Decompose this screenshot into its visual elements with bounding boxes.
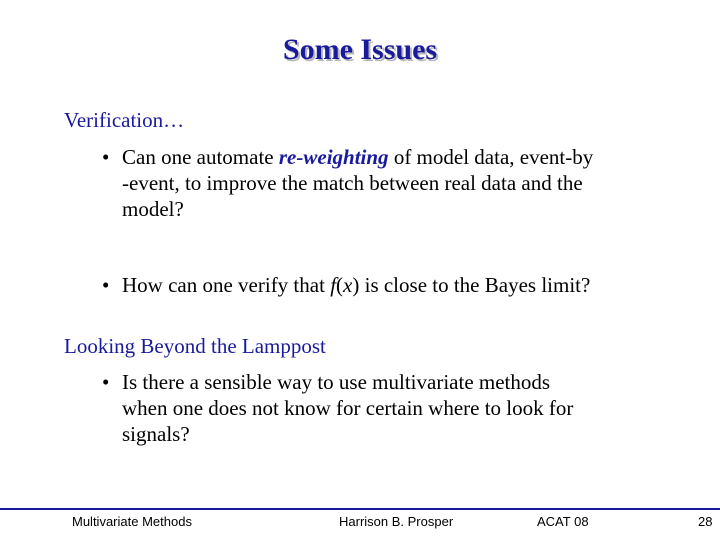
section-heading-lamppost: Looking Beyond the Lamppost [64, 334, 326, 358]
footer-rule [0, 508, 720, 510]
bullet-text: Is there a sensible way to use multivariate methods when one does not know for certain where to look for signals? [122, 370, 574, 446]
bullet-reweighting [102, 144, 682, 222]
bullet-icon: • [102, 273, 110, 297]
emphasis-reweighting: re-weighting [278, 145, 389, 169]
footer-page-number: 28 [698, 514, 713, 529]
bullet-text: How can one verify that f(x) is close to the Bayes limit? [122, 273, 591, 297]
section-heading-verification: Verification… [64, 108, 185, 132]
bullet-icon: • [102, 145, 110, 169]
footer-course-title: Multivariate Methods [72, 514, 192, 529]
footer-conference: ACAT 08 [537, 514, 589, 529]
bullet-text: Can one automate re-weighting of model data, event-by -event, to improve the match between real data and the model? [122, 145, 594, 221]
bullet-bayes-limit [102, 272, 682, 298]
footer-author: Harrison B. Prosper [339, 514, 454, 529]
bullet-multivariate [102, 369, 682, 447]
slide-title: Some Issues [282, 33, 438, 66]
bullet-icon: • [102, 370, 110, 394]
